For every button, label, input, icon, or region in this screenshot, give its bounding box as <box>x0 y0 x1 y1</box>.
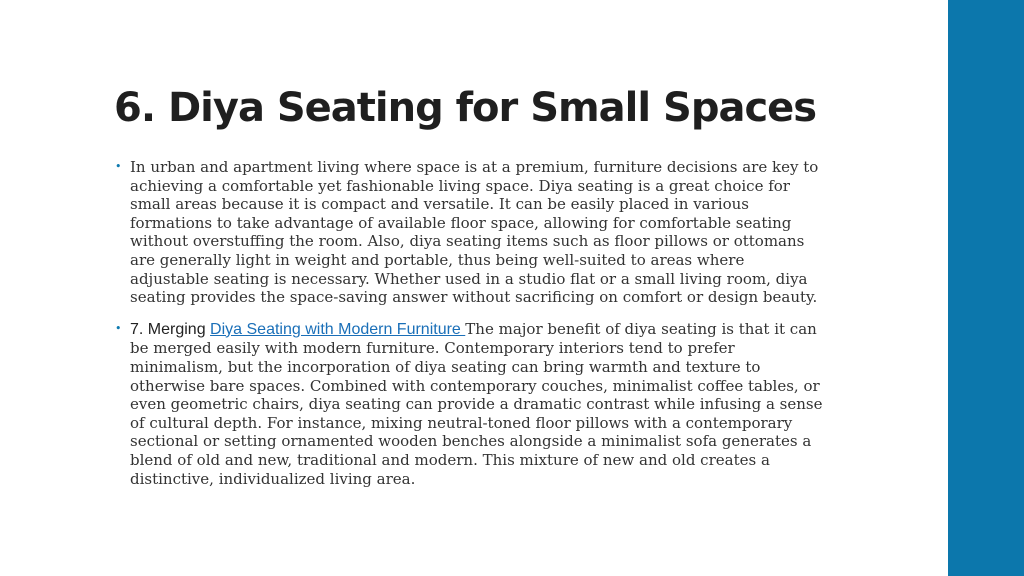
bullet-list <box>114 158 824 488</box>
bullet-text: The major benefit of diya seating is that it can be merged easily with modern furniture. Contemporary interiors tend to prefer minimalism, but the incorporation of diya seating can bring warmth and texture to otherwise bare spaces. Combined with contemporary couches, minimalist coffee tables, or even geometric chairs, diya seating can provide a dramatic contrast while infusing a sense of cultural depth. For instance, mixing neutral-toned floor pillows with a contemporary sectional or setting ornamented wooden benches alongside a minimalist sofa generates a blend of old and new, traditional and modern. This mixture of new and old creates a distinctive, individualized living area. <box>130 319 823 488</box>
diya-seating-modern-furniture-link[interactable]: Diya Seating with Modern Furniture <box>210 320 466 338</box>
bullet-item-modern-furniture <box>114 320 824 488</box>
slide-title: 6. Diya Seating for Small Spaces <box>114 85 817 131</box>
bullet-text: In urban and apartment living where space is at a premium, furniture decisions are key to achieving a comfortable yet fashionable living space. Diya seating is a great choice for small areas because it is compact and versatile. It can be easily placed in various formations to take advantage of available floor space, allowing for comfortable seating without overstuffing the room. Also, diya seating items such as floor pillows or ottomans are generally light in weight and portable, thus being well-suited to areas where adjustable seating is necessary. Whether used in a studio flat or a small living room, diya seating provides the space-saving answer without sacrificing on comfort or design beauty. <box>130 158 819 307</box>
accent-side-bar <box>948 0 1024 576</box>
bullet-dot-icon: • <box>115 321 122 335</box>
bullet-item-small-spaces <box>114 158 824 307</box>
bullet-heading-text: 7. Merging <box>130 320 211 338</box>
bullet-dot-icon: • <box>115 160 122 173</box>
